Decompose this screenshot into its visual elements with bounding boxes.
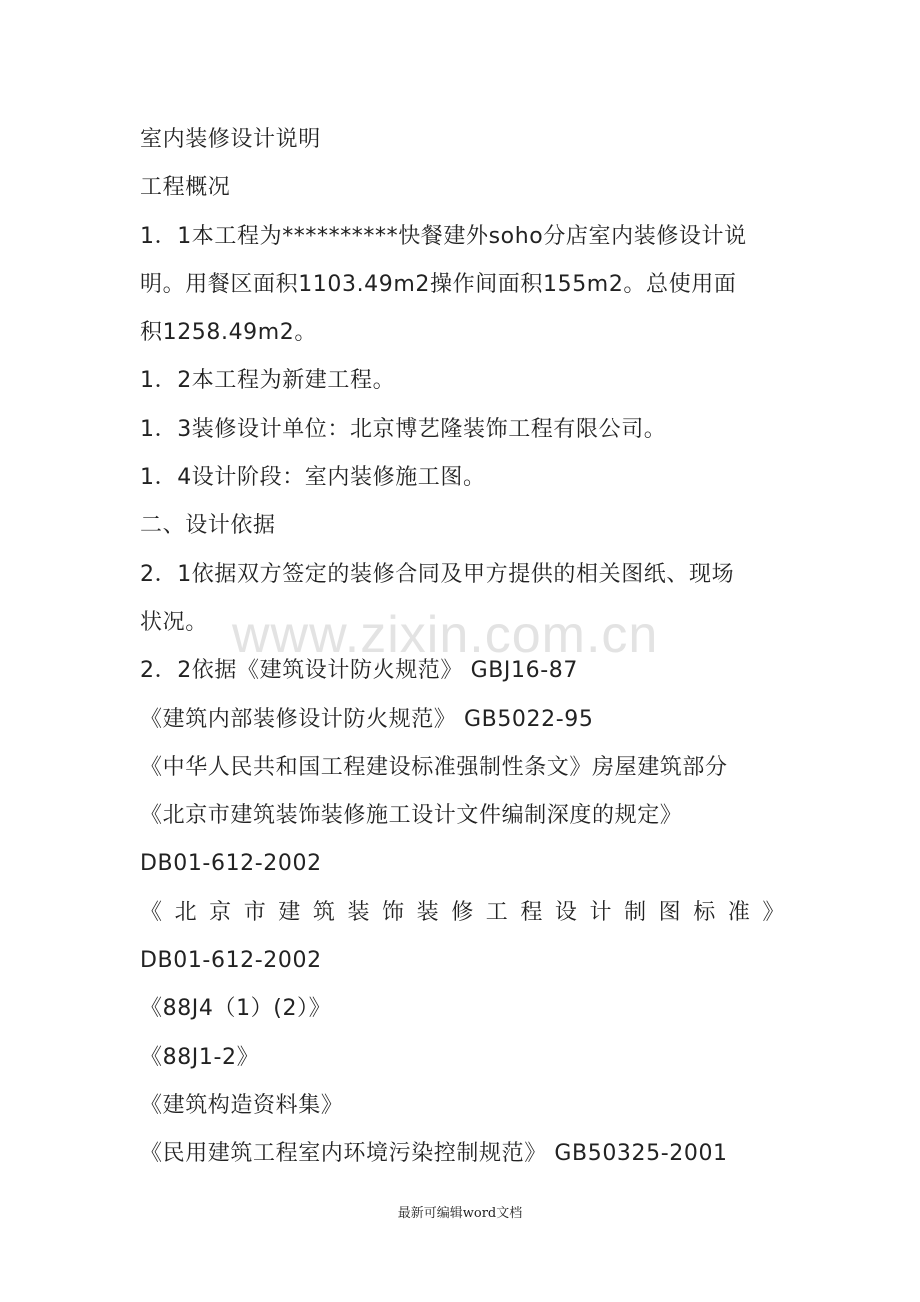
paragraph-line: 《建筑内部装修设计防火规范》 GB5022-95 (140, 706, 594, 732)
paragraph-line: 明。用餐区面积1103.49m2操作间面积155m2。总使用面 (140, 271, 737, 297)
paragraph-line: 1．3装修设计单位：北京博艺隆装饰工程有限公司。 (140, 416, 667, 442)
paragraph-line: DB01-612-2002 (140, 948, 322, 974)
page-footer: 最新可编辑word文档 (397, 1206, 523, 1221)
paragraph-line: 2．1依据双方签定的装修合同及甲方提供的相关图纸、现场 (140, 561, 735, 587)
watermark: www.zixin.com.cn (232, 606, 659, 664)
paragraph-line: 《中华人民共和国工程建设标准强制性条文》房屋建筑部分 (140, 754, 728, 780)
section-heading-basis: 二、设计依据 (140, 513, 276, 539)
document-body (140, 116, 785, 1179)
paragraph-line: 1．2本工程为新建工程。 (140, 368, 396, 394)
paragraph-line: 1．1本工程为**********快餐建外soho分店室内装修设计说 (140, 223, 747, 249)
paragraph-line: 《88J4（1）(2）》 (140, 996, 332, 1022)
paragraph-line: 1．4设计阶段：室内装修施工图。 (140, 465, 486, 491)
paragraph-line: 《建筑构造资料集》 (140, 1092, 344, 1118)
paragraph-line: 2．2依据《建筑设计防火规范》 GBJ16-87 (140, 658, 578, 684)
paragraph-line: 《88J1-2》 (140, 1044, 260, 1070)
paragraph-line: 《北京市建筑装饰装修施工设计文件编制深度的规定》 (140, 803, 683, 829)
document-title: 室内装修设计说明 (140, 127, 321, 152)
section-heading-overview: 工程概况 (140, 175, 231, 201)
paragraph-line: DB01-612-2002 (140, 851, 322, 877)
paragraph-line: 《北京市建筑装饰装修工程设计制图标准》 (140, 899, 785, 925)
paragraph-line: 状况。 (140, 609, 208, 635)
paragraph-line: 积1258.49m2。 (140, 320, 318, 346)
paragraph-line: 《民用建筑工程室内环境污染控制规范》 GB50325-2001 (140, 1141, 728, 1167)
